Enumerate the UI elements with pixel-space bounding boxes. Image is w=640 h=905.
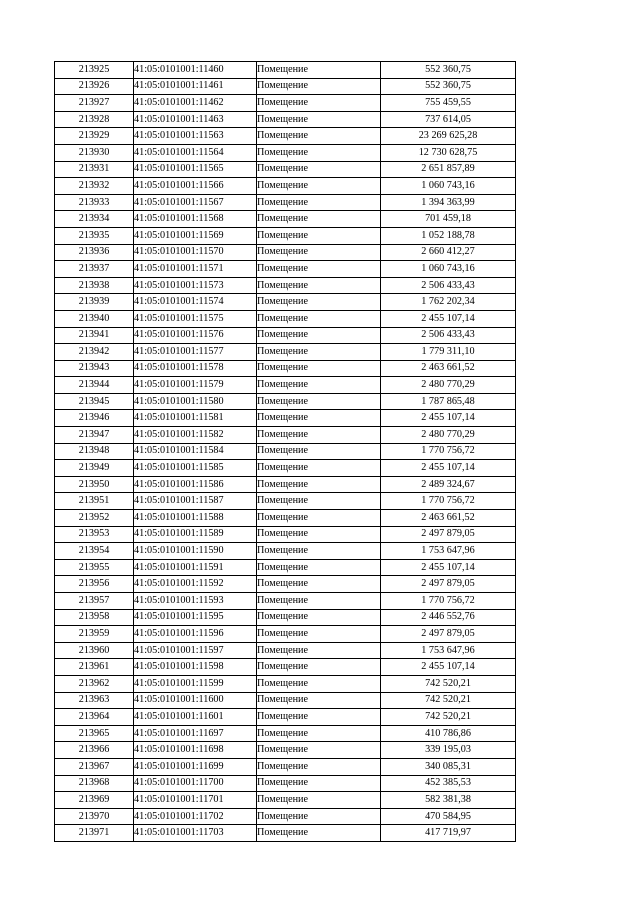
object-type-cell: Помещение	[257, 294, 381, 311]
table-row	[55, 543, 516, 560]
cadastral-value-cell: 340 085,31	[381, 758, 516, 775]
cadastral-value-cell: 2 480 770,29	[381, 427, 516, 444]
object-type-cell: Помещение	[257, 659, 381, 676]
row-number-cell: 213962	[55, 675, 134, 692]
table-row	[55, 161, 516, 178]
object-type-cell: Помещение	[257, 460, 381, 477]
cadastral-number-cell: 41:05:0101001:11581	[134, 410, 257, 427]
cadastral-number-cell: 41:05:0101001:11601	[134, 709, 257, 726]
row-number-cell: 213965	[55, 725, 134, 742]
cadastral-number-cell: 41:05:0101001:11575	[134, 310, 257, 327]
cadastral-value-cell: 2 455 107,14	[381, 559, 516, 576]
cadastral-value-cell: 2 651 857,89	[381, 161, 516, 178]
cadastral-number-cell: 41:05:0101001:11597	[134, 642, 257, 659]
cadastral-number-cell: 41:05:0101001:11567	[134, 194, 257, 211]
table-row	[55, 244, 516, 261]
table-row	[55, 310, 516, 327]
object-type-cell: Помещение	[257, 742, 381, 759]
table-row	[55, 626, 516, 643]
table-row	[55, 427, 516, 444]
cadastral-value-cell: 2 489 324,67	[381, 476, 516, 493]
cadastral-number-cell: 41:05:0101001:11570	[134, 244, 257, 261]
table-row	[55, 725, 516, 742]
table-row	[55, 95, 516, 112]
row-number-cell: 213940	[55, 310, 134, 327]
cadastral-value-cell: 2 660 412,27	[381, 244, 516, 261]
cadastral-number-cell: 41:05:0101001:11580	[134, 393, 257, 410]
row-number-cell: 213971	[55, 825, 134, 842]
object-type-cell: Помещение	[257, 609, 381, 626]
object-type-cell: Помещение	[257, 194, 381, 211]
row-number-cell: 213967	[55, 758, 134, 775]
object-type-cell: Помещение	[257, 493, 381, 510]
cadastral-number-cell: 41:05:0101001:11573	[134, 277, 257, 294]
object-type-cell: Помещение	[257, 709, 381, 726]
cadastral-value-cell: 742 520,21	[381, 692, 516, 709]
cadastral-value-cell: 1 753 647,96	[381, 543, 516, 560]
cadastral-value-cell: 2 455 107,14	[381, 460, 516, 477]
row-number-cell: 213931	[55, 161, 134, 178]
object-type-cell: Помещение	[257, 775, 381, 792]
table-row	[55, 526, 516, 543]
object-type-cell: Помещение	[257, 111, 381, 128]
table-row	[55, 78, 516, 95]
object-type-cell: Помещение	[257, 310, 381, 327]
row-number-cell: 213925	[55, 62, 134, 79]
cadastral-value-cell: 2 480 770,29	[381, 377, 516, 394]
row-number-cell: 213957	[55, 593, 134, 610]
cadastral-value-cell: 1 753 647,96	[381, 642, 516, 659]
object-type-cell: Помещение	[257, 211, 381, 228]
row-number-cell: 213936	[55, 244, 134, 261]
row-number-cell: 213944	[55, 377, 134, 394]
cadastral-number-cell: 41:05:0101001:11697	[134, 725, 257, 742]
row-number-cell: 213951	[55, 493, 134, 510]
cadastral-value-cell: 1 770 756,72	[381, 593, 516, 610]
row-number-cell: 213929	[55, 128, 134, 145]
cadastral-value-cell: 339 195,03	[381, 742, 516, 759]
object-type-cell: Помещение	[257, 344, 381, 361]
table-row	[55, 194, 516, 211]
cadastral-number-cell: 41:05:0101001:11571	[134, 261, 257, 278]
table-row	[55, 476, 516, 493]
cadastral-number-cell: 41:05:0101001:11577	[134, 344, 257, 361]
cadastral-value-cell: 417 719,97	[381, 825, 516, 842]
row-number-cell: 213963	[55, 692, 134, 709]
object-type-cell: Помещение	[257, 178, 381, 195]
cadastral-value-cell: 2 455 107,14	[381, 410, 516, 427]
row-number-cell: 213942	[55, 344, 134, 361]
cadastral-number-cell: 41:05:0101001:11591	[134, 559, 257, 576]
object-type-cell: Помещение	[257, 327, 381, 344]
cadastral-number-cell: 41:05:0101001:11587	[134, 493, 257, 510]
row-number-cell: 213947	[55, 427, 134, 444]
row-number-cell: 213964	[55, 709, 134, 726]
cadastral-value-cell: 470 584,95	[381, 808, 516, 825]
table-row	[55, 410, 516, 427]
row-number-cell: 213960	[55, 642, 134, 659]
row-number-cell: 213956	[55, 576, 134, 593]
cadastral-value-cell: 552 360,75	[381, 62, 516, 79]
cadastral-number-cell: 41:05:0101001:11703	[134, 825, 257, 842]
object-type-cell: Помещение	[257, 642, 381, 659]
table-row	[55, 659, 516, 676]
cadastral-number-cell: 41:05:0101001:11599	[134, 675, 257, 692]
object-type-cell: Помещение	[257, 559, 381, 576]
cadastral-number-cell: 41:05:0101001:11588	[134, 510, 257, 527]
cadastral-value-cell: 2 497 879,05	[381, 526, 516, 543]
row-number-cell: 213961	[55, 659, 134, 676]
cadastral-number-cell: 41:05:0101001:11578	[134, 360, 257, 377]
object-type-cell: Помещение	[257, 675, 381, 692]
row-number-cell: 213954	[55, 543, 134, 560]
object-type-cell: Помещение	[257, 758, 381, 775]
table-row	[55, 111, 516, 128]
table-row	[55, 709, 516, 726]
row-number-cell: 213941	[55, 327, 134, 344]
row-number-cell: 213946	[55, 410, 134, 427]
object-type-cell: Помещение	[257, 144, 381, 161]
row-number-cell: 213928	[55, 111, 134, 128]
row-number-cell: 213959	[55, 626, 134, 643]
cadastral-value-cell: 1 787 865,48	[381, 393, 516, 410]
row-number-cell: 213939	[55, 294, 134, 311]
object-type-cell: Помещение	[257, 593, 381, 610]
row-number-cell: 213966	[55, 742, 134, 759]
table-row	[55, 510, 516, 527]
object-type-cell: Помещение	[257, 261, 381, 278]
cadastral-number-cell: 41:05:0101001:11585	[134, 460, 257, 477]
object-type-cell: Помещение	[257, 244, 381, 261]
table-row	[55, 593, 516, 610]
cadastral-number-cell: 41:05:0101001:11699	[134, 758, 257, 775]
cadastral-value-cell: 552 360,75	[381, 78, 516, 95]
table-row	[55, 675, 516, 692]
cadastral-number-cell: 41:05:0101001:11565	[134, 161, 257, 178]
cadastral-number-cell: 41:05:0101001:11702	[134, 808, 257, 825]
row-number-cell: 213937	[55, 261, 134, 278]
object-type-cell: Помещение	[257, 443, 381, 460]
cadastral-number-cell: 41:05:0101001:11701	[134, 792, 257, 809]
cadastral-value-cell: 742 520,21	[381, 709, 516, 726]
cadastral-value-cell: 2 463 661,52	[381, 510, 516, 527]
cadastral-number-cell: 41:05:0101001:11593	[134, 593, 257, 610]
document-page	[54, 61, 515, 842]
cadastral-value-cell: 2 455 107,14	[381, 659, 516, 676]
cadastral-value-cell: 737 614,05	[381, 111, 516, 128]
row-number-cell: 213930	[55, 144, 134, 161]
cadastral-number-cell: 41:05:0101001:11563	[134, 128, 257, 145]
row-number-cell: 213943	[55, 360, 134, 377]
cadastral-number-cell: 41:05:0101001:11586	[134, 476, 257, 493]
row-number-cell: 213948	[55, 443, 134, 460]
cadastral-number-cell: 41:05:0101001:11589	[134, 526, 257, 543]
table-row	[55, 62, 516, 79]
cadastral-value-cell: 1 770 756,72	[381, 443, 516, 460]
table-row	[55, 576, 516, 593]
table-row	[55, 742, 516, 759]
table-row	[55, 227, 516, 244]
cadastral-value-cell: 23 269 625,28	[381, 128, 516, 145]
object-type-cell: Помещение	[257, 576, 381, 593]
cadastral-number-cell: 41:05:0101001:11566	[134, 178, 257, 195]
object-type-cell: Помещение	[257, 543, 381, 560]
table-row	[55, 642, 516, 659]
table-row	[55, 692, 516, 709]
object-type-cell: Помещение	[257, 95, 381, 112]
table-row	[55, 344, 516, 361]
cadastral-number-cell: 41:05:0101001:11584	[134, 443, 257, 460]
row-number-cell: 213955	[55, 559, 134, 576]
table-row	[55, 294, 516, 311]
row-number-cell: 213958	[55, 609, 134, 626]
object-type-cell: Помещение	[257, 410, 381, 427]
cadastral-number-cell: 41:05:0101001:11460	[134, 62, 257, 79]
cadastral-value-cell: 452 385,53	[381, 775, 516, 792]
cadastral-number-cell: 41:05:0101001:11564	[134, 144, 257, 161]
cadastral-value-cell: 1 060 743,16	[381, 178, 516, 195]
row-number-cell: 213935	[55, 227, 134, 244]
cadastral-number-cell: 41:05:0101001:11698	[134, 742, 257, 759]
row-number-cell: 213932	[55, 178, 134, 195]
cadastral-number-cell: 41:05:0101001:11596	[134, 626, 257, 643]
cadastral-value-cell: 582 381,38	[381, 792, 516, 809]
cadastral-value-cell: 701 459,18	[381, 211, 516, 228]
cadastral-value-cell: 2 506 433,43	[381, 277, 516, 294]
row-number-cell: 213953	[55, 526, 134, 543]
table-row	[55, 178, 516, 195]
object-type-cell: Помещение	[257, 526, 381, 543]
object-type-cell: Помещение	[257, 792, 381, 809]
row-number-cell: 213952	[55, 510, 134, 527]
table-row	[55, 808, 516, 825]
object-type-cell: Помещение	[257, 227, 381, 244]
cadastral-value-cell: 1 060 743,16	[381, 261, 516, 278]
table-row	[55, 493, 516, 510]
table-row	[55, 825, 516, 842]
object-type-cell: Помещение	[257, 808, 381, 825]
object-type-cell: Помещение	[257, 161, 381, 178]
row-number-cell: 213926	[55, 78, 134, 95]
table-row	[55, 211, 516, 228]
row-number-cell: 213933	[55, 194, 134, 211]
cadastral-value-cell: 2 446 552,76	[381, 609, 516, 626]
row-number-cell: 213949	[55, 460, 134, 477]
row-number-cell: 213938	[55, 277, 134, 294]
object-type-cell: Помещение	[257, 377, 381, 394]
object-type-cell: Помещение	[257, 427, 381, 444]
cadastral-value-table	[54, 61, 516, 842]
table-row	[55, 758, 516, 775]
cadastral-number-cell: 41:05:0101001:11461	[134, 78, 257, 95]
table-row	[55, 360, 516, 377]
cadastral-number-cell: 41:05:0101001:11595	[134, 609, 257, 626]
object-type-cell: Помещение	[257, 393, 381, 410]
object-type-cell: Помещение	[257, 128, 381, 145]
row-number-cell: 213969	[55, 792, 134, 809]
cadastral-number-cell: 41:05:0101001:11598	[134, 659, 257, 676]
cadastral-value-cell: 410 786,86	[381, 725, 516, 742]
cadastral-number-cell: 41:05:0101001:11462	[134, 95, 257, 112]
object-type-cell: Помещение	[257, 725, 381, 742]
object-type-cell: Помещение	[257, 692, 381, 709]
cadastral-number-cell: 41:05:0101001:11574	[134, 294, 257, 311]
cadastral-number-cell: 41:05:0101001:11569	[134, 227, 257, 244]
object-type-cell: Помещение	[257, 626, 381, 643]
object-type-cell: Помещение	[257, 62, 381, 79]
cadastral-number-cell: 41:05:0101001:11463	[134, 111, 257, 128]
row-number-cell: 213945	[55, 393, 134, 410]
table-row	[55, 277, 516, 294]
object-type-cell: Помещение	[257, 510, 381, 527]
cadastral-value-cell: 2 497 879,05	[381, 626, 516, 643]
object-type-cell: Помещение	[257, 78, 381, 95]
cadastral-value-cell: 2 506 433,43	[381, 327, 516, 344]
object-type-cell: Помещение	[257, 476, 381, 493]
table-row	[55, 609, 516, 626]
cadastral-number-cell: 41:05:0101001:11600	[134, 692, 257, 709]
cadastral-number-cell: 41:05:0101001:11576	[134, 327, 257, 344]
table-row	[55, 460, 516, 477]
object-type-cell: Помещение	[257, 277, 381, 294]
cadastral-value-cell: 1 762 202,34	[381, 294, 516, 311]
row-number-cell: 213968	[55, 775, 134, 792]
table-row	[55, 792, 516, 809]
row-number-cell: 213934	[55, 211, 134, 228]
cadastral-value-cell: 755 459,55	[381, 95, 516, 112]
table-row	[55, 128, 516, 145]
row-number-cell: 213927	[55, 95, 134, 112]
row-number-cell: 213950	[55, 476, 134, 493]
cadastral-number-cell: 41:05:0101001:11568	[134, 211, 257, 228]
table-body	[55, 62, 516, 842]
table-row	[55, 327, 516, 344]
table-row	[55, 393, 516, 410]
object-type-cell: Помещение	[257, 825, 381, 842]
table-row	[55, 443, 516, 460]
cadastral-value-cell: 12 730 628,75	[381, 144, 516, 161]
cadastral-value-cell: 1 779 311,10	[381, 344, 516, 361]
table-row	[55, 775, 516, 792]
table-row	[55, 377, 516, 394]
cadastral-number-cell: 41:05:0101001:11700	[134, 775, 257, 792]
cadastral-value-cell: 1 394 363,99	[381, 194, 516, 211]
object-type-cell: Помещение	[257, 360, 381, 377]
table-row	[55, 144, 516, 161]
cadastral-value-cell: 2 497 879,05	[381, 576, 516, 593]
table-row	[55, 559, 516, 576]
cadastral-value-cell: 1 052 188,78	[381, 227, 516, 244]
cadastral-value-cell: 1 770 756,72	[381, 493, 516, 510]
cadastral-number-cell: 41:05:0101001:11579	[134, 377, 257, 394]
row-number-cell: 213970	[55, 808, 134, 825]
cadastral-number-cell: 41:05:0101001:11582	[134, 427, 257, 444]
cadastral-number-cell: 41:05:0101001:11592	[134, 576, 257, 593]
cadastral-value-cell: 742 520,21	[381, 675, 516, 692]
cadastral-number-cell: 41:05:0101001:11590	[134, 543, 257, 560]
cadastral-value-cell: 2 463 661,52	[381, 360, 516, 377]
table-row	[55, 261, 516, 278]
cadastral-value-cell: 2 455 107,14	[381, 310, 516, 327]
